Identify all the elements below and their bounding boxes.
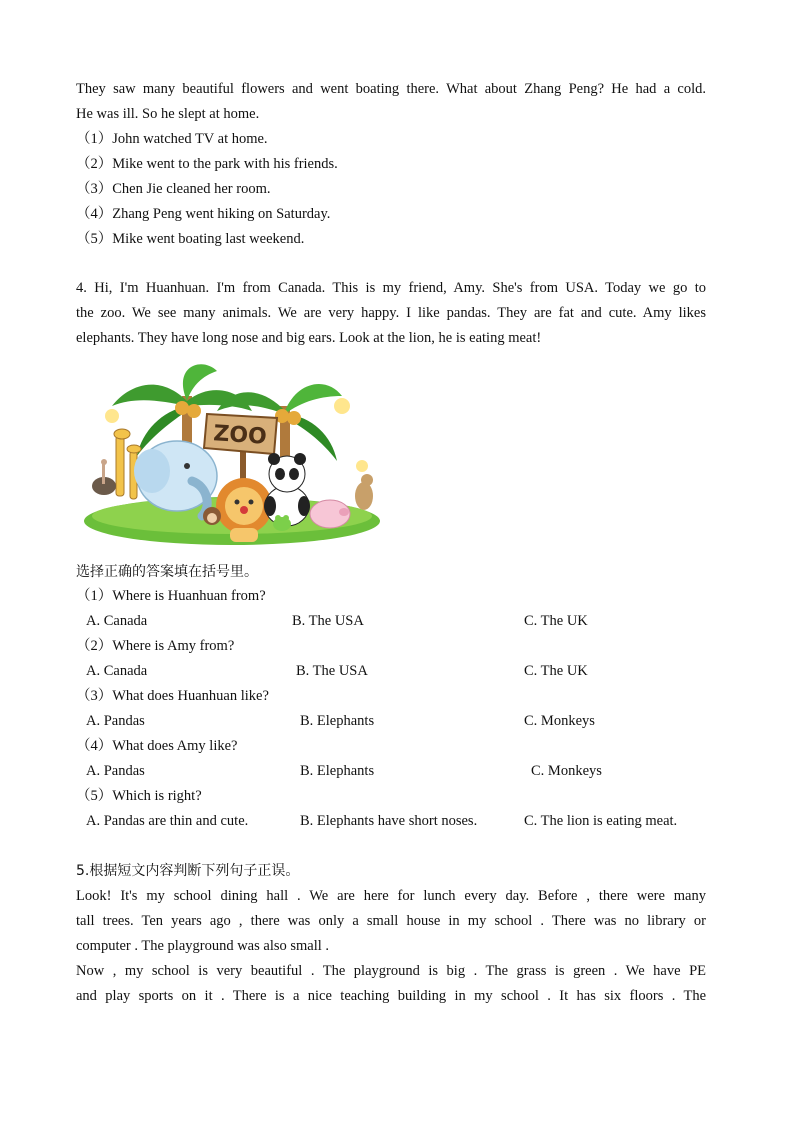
passage4-line-3: elephants. They have long nose and big ears. Look at the lion, he is eating meat!: [76, 330, 542, 346]
question-5-option-a: A. Pandas are thin and cute.: [86, 813, 249, 829]
question-1-option-a: A. Canada: [86, 613, 148, 629]
statement-5: （5）Mike went boating last weekend.: [76, 231, 305, 247]
statement-3: （3）Chen Jie cleaned her room.: [76, 181, 271, 197]
question-2-option-a: A. Canada: [86, 663, 148, 679]
instruction-text: 选择正确的答案填在括号里。: [76, 564, 258, 580]
question-4-option-c: C. Monkeys: [531, 763, 602, 779]
passage5-line-1: Look! It's my school dining hall . We are here for lunch every day. Before , there were many: [76, 888, 706, 904]
question-3-option-b: B. Elephants: [300, 713, 375, 729]
question-3-option-a: A. Pandas: [86, 713, 145, 729]
section5-heading: 5.根据短文内容判断下列句子正误。: [76, 863, 300, 879]
question-1-option-b: B. The USA: [292, 613, 364, 629]
question-5-option-b: B. Elephants have short noses.: [300, 813, 478, 829]
zoo-illustration: [82, 356, 394, 548]
passage3-line-1: They saw many beautiful flowers and went boating there. What about Zhang Peng? He had a cold.: [76, 81, 706, 97]
question-4: （4）What does Amy like?: [76, 738, 238, 754]
zoo-sign-text: ZOO: [212, 421, 268, 450]
question-5-option-c: C. The lion is eating meat.: [524, 813, 678, 829]
passage4-line-1: 4. Hi, I'm Huanhuan. I'm from Canada. This is my friend, Amy. She's from USA. Today we go to: [76, 280, 706, 296]
question-1-option-c: C. The UK: [524, 613, 588, 629]
passage3-line-2: He was ill. So he slept at home.: [76, 106, 260, 122]
passage5-line-2: tall trees. Ten years ago , there was only a small house in my school . There was no library or: [76, 913, 706, 929]
kangaroo-icon: [355, 474, 373, 510]
question-2-option-b: B. The USA: [296, 663, 368, 679]
passage5-line-5: and play sports on it . There is a nice teaching building in my school . It has six floors . The: [76, 988, 706, 1004]
pig-icon: [310, 500, 350, 528]
question-5: （5）Which is right?: [76, 788, 202, 804]
passage5-line-3: computer . The playground was also small .: [76, 938, 330, 954]
passage5-line-4: Now , my school is very beautiful . The playground is big . The grass is green . We have PE: [76, 963, 706, 979]
question-1: （1）Where is Huanhuan from?: [76, 588, 266, 604]
statement-2: （2）Mike went to the park with his friends.: [76, 156, 338, 172]
passage4-line-2: the zoo. We see many animals. We are very happy. I like pandas. They are fat and cute. Amy likes: [76, 305, 706, 321]
statement-4: （4）Zhang Peng went hiking on Saturday.: [76, 206, 331, 222]
monkey-icon: [203, 507, 221, 525]
ostrich-icon: [92, 459, 116, 495]
frog-icon: [273, 515, 291, 531]
panda-icon: [264, 453, 310, 526]
question-4-option-b: B. Elephants: [300, 763, 375, 779]
question-2-option-c: C. The UK: [524, 663, 588, 679]
question-2: （2）Where is Amy from?: [76, 638, 235, 654]
question-3-option-c: C. Monkeys: [524, 713, 595, 729]
statement-1: （1）John watched TV at home.: [76, 131, 268, 147]
question-3: （3）What does Huanhuan like?: [76, 688, 269, 704]
question-4-option-a: A. Pandas: [86, 763, 145, 779]
